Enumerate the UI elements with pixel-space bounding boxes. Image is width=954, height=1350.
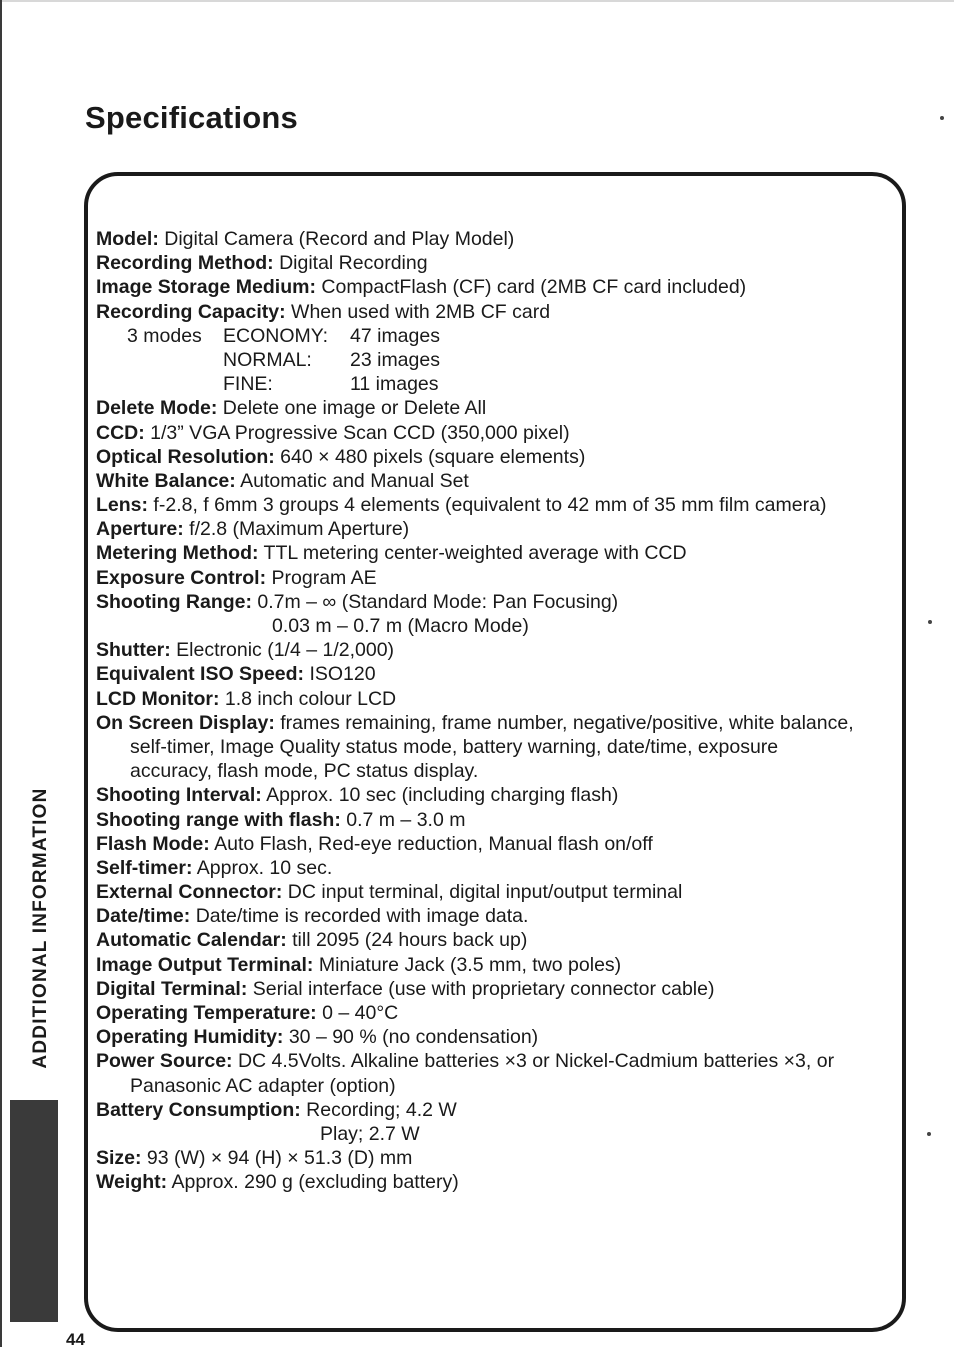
spec-row: [96, 445, 901, 469]
spec-value: Digital Recording: [273, 252, 428, 275]
spec-value: ISO120: [304, 663, 376, 686]
spec-row: [96, 953, 901, 977]
spec-row: [96, 275, 901, 299]
spec-label: Recording Method:: [96, 252, 274, 275]
mode-count: 23 images: [350, 348, 440, 371]
mode-name: NORMAL:: [223, 348, 312, 371]
spec-value: 30 – 90 % (no condensation): [283, 1026, 539, 1049]
mode-name: FINE:: [223, 373, 273, 396]
mode-count: 47 images: [350, 324, 440, 347]
scan-speck: [927, 1132, 931, 1136]
spec-value: Approx. 290 g (excluding battery): [167, 1171, 459, 1194]
spec-row: [96, 880, 901, 904]
spec-label: On Screen Display:: [96, 711, 275, 734]
side-tab-marker: [10, 1100, 58, 1322]
spec-label: Automatic Calendar:: [96, 929, 287, 952]
spec-value: f-2.8, f 6mm 3 groups 4 elements (equivalent to 42 mm of 35 mm film camera): [148, 494, 827, 517]
spec-row: [96, 856, 901, 880]
page-number: 44: [66, 1330, 85, 1349]
spec-row: [96, 493, 901, 517]
spec-value: DC 4.5Volts. Alkaline batteries ×3 or Nickel-Cadmium batteries ×3, or: [232, 1050, 835, 1073]
spec-row: [96, 687, 901, 711]
spec-label: Aperture:: [96, 518, 184, 541]
spec-value: Miniature Jack (3.5 mm, two poles): [313, 953, 622, 976]
spec-label: White Balance:: [96, 469, 236, 492]
spec-value: 0.7 m – 3.0 m: [340, 808, 466, 831]
spec-row: [96, 977, 901, 1001]
spec-row: [96, 832, 901, 856]
spec-label: Metering Method:: [96, 542, 259, 565]
spec-row: [96, 638, 901, 662]
spec-label: Exposure Control:: [96, 566, 267, 589]
spec-row: [96, 808, 901, 832]
spec-value: f/2.8 (Maximum Aperture): [183, 518, 410, 541]
spec-row: [96, 711, 901, 735]
spec-row: [96, 1098, 901, 1122]
spec-continuation: accuracy, flash mode, PC status display.: [130, 760, 479, 783]
spec-row: [96, 1049, 901, 1073]
spec-list: [96, 227, 901, 1195]
spec-label: LCD Monitor:: [96, 687, 220, 710]
mode-count: 11 images: [350, 373, 439, 396]
spec-row: [96, 1170, 901, 1194]
spec-row: [96, 1001, 901, 1025]
spec-row: [96, 227, 901, 251]
spec-value: 1.8 inch colour LCD: [219, 687, 397, 710]
spec-value: 0.7m – ∞ (Standard Mode: Pan Focusing): [251, 590, 619, 613]
spec-value: 640 × 480 pixels (square elements): [274, 445, 586, 468]
spec-value: Electronic (1/4 – 1/2,000): [170, 639, 395, 662]
spec-label: Operating Humidity:: [96, 1026, 284, 1049]
page-title: Specifications: [85, 100, 298, 135]
spec-continuation: self-timer, Image Quality status mode, battery warning, date/time, exposure: [130, 735, 779, 758]
spec-label: External Connector:: [96, 881, 283, 904]
capacity-modes: [96, 324, 901, 397]
spec-label: Power Source:: [96, 1050, 233, 1073]
spec-row: [96, 1146, 901, 1170]
spec-row: [96, 300, 901, 324]
spec-value: 1/3” VGA Progressive Scan CCD (350,000 pixel): [144, 421, 570, 444]
spec-row: [96, 590, 901, 614]
spec-value: Delete one image or Delete All: [217, 397, 487, 420]
scan-edge-left: [0, 0, 2, 1347]
spec-label: Optical Resolution:: [96, 445, 275, 468]
scan-speck: [928, 620, 932, 624]
spec-value: 93 (W) × 94 (H) × 51.3 (D) mm: [141, 1147, 413, 1170]
spec-row: [96, 251, 901, 275]
spec-value: CompactFlash (CF) card (2MB CF card included): [315, 276, 747, 299]
spec-row: [96, 517, 901, 541]
scan-speck: [940, 116, 944, 120]
spec-continuation: 0.03 m – 0.7 m (Macro Mode): [272, 615, 529, 638]
spec-value: 0 – 40°C: [316, 1002, 399, 1025]
capacity-modes-lead: 3 modes: [127, 324, 202, 347]
spec-label: Image Storage Medium:: [96, 276, 316, 299]
spec-label: Shooting Interval:: [96, 784, 262, 807]
spec-value: Recording; 4.2 W: [300, 1098, 457, 1121]
spec-label: Shooting range with flash:: [96, 808, 341, 831]
spec-label: Weight:: [96, 1171, 168, 1194]
spec-row: [96, 928, 901, 952]
spec-row: [96, 396, 901, 420]
spec-label: Operating Temperature:: [96, 1002, 317, 1025]
spec-label: Size:: [96, 1147, 142, 1170]
scan-edge-top: [0, 0, 954, 2]
spec-label: Date/time:: [96, 905, 191, 928]
spec-value: Date/time is recorded with image data.: [190, 905, 529, 928]
spec-value: Digital Camera (Record and Play Model): [158, 228, 515, 250]
spec-label: Shutter:: [96, 639, 171, 662]
spec-value: Auto Flash, Red-eye reduction, Manual flash on/off: [209, 832, 653, 855]
spec-row: [96, 904, 901, 928]
spec-value: DC input terminal, digital input/output terminal: [282, 881, 683, 904]
spec-label: Recording Capacity:: [96, 300, 286, 323]
mode-name: ECONOMY:: [223, 324, 329, 347]
spec-label: Digital Terminal:: [96, 977, 248, 1000]
spec-label: Image Output Terminal:: [96, 953, 314, 976]
spec-label: Lens:: [96, 494, 149, 517]
spec-label: Equivalent ISO Speed:: [96, 663, 305, 686]
spec-row: [96, 662, 901, 686]
spec-value: till 2095 (24 hours back up): [286, 929, 528, 952]
spec-value: Serial interface (use with proprietary connector cable): [247, 977, 715, 1000]
spec-value: TTL metering center-weighted average with CCD: [258, 542, 687, 565]
spec-value: Automatic and Manual Set: [235, 469, 469, 492]
side-tab-label: ADDITIONAL INFORMATION: [30, 787, 51, 1069]
spec-row: [96, 421, 901, 445]
spec-value: frames remaining, frame number, negative/positive, white balance,: [274, 711, 854, 734]
spec-value: Program AE: [266, 566, 377, 589]
spec-label: CCD:: [96, 421, 145, 444]
spec-label: Self-timer:: [96, 856, 193, 879]
spec-continuation: Panasonic AC adapter (option): [130, 1074, 396, 1097]
spec-row: [96, 541, 901, 565]
spec-value: Approx. 10 sec (including charging flash): [261, 784, 619, 807]
spec-label: Delete Mode:: [96, 397, 218, 420]
spec-label: Flash Mode:: [96, 832, 210, 855]
spec-row: [96, 1025, 901, 1049]
spec-row: [96, 783, 901, 807]
spec-label: Model:: [96, 228, 159, 250]
spec-value: Approx. 10 sec.: [192, 856, 333, 879]
spec-continuation: Play; 2.7 W: [320, 1122, 420, 1145]
spec-label: Shooting Range:: [96, 590, 252, 613]
spec-row: [96, 566, 901, 590]
spec-label: Battery Consumption:: [96, 1098, 301, 1121]
spec-row: [96, 469, 901, 493]
spec-value: When used with 2MB CF card: [285, 300, 551, 323]
